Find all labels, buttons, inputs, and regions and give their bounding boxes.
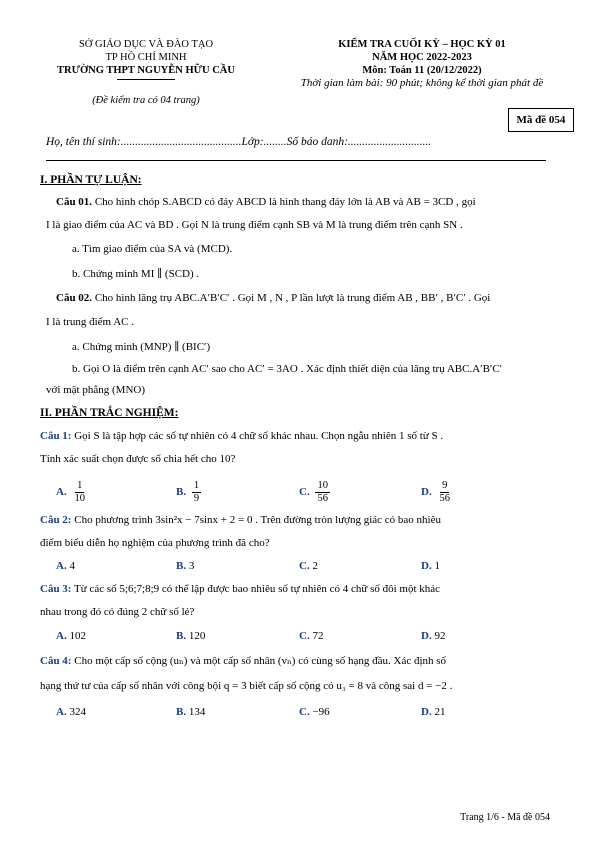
- department-name: SỞ GIÁO DỤC VÀ ĐÀO TẠO: [78, 39, 214, 50]
- mc-q4-option-a[interactable]: A. 324: [56, 706, 86, 718]
- mc-q1-option-b[interactable]: B. $\frac{1}{9}$: [176, 480, 200, 504]
- mc-q2-line-2: điểm biểu diễn họ nghiệm của phương trình đã cho?: [40, 537, 270, 549]
- mc-q3-line-2: nhau trong đó có đúng 2 chữ số lẻ?: [40, 606, 195, 618]
- mc-q4-option-b[interactable]: B. 134: [176, 706, 206, 718]
- duration: Thời gian làm bài: 90 phút; không kể thời gian phát đề: [300, 77, 544, 89]
- mc-q2-option-d[interactable]: D. 1: [421, 560, 440, 572]
- mc-q3-option-b[interactable]: B. 120: [176, 630, 206, 642]
- mc-q2-option-c[interactable]: C. 2: [299, 560, 318, 572]
- q02-part-a: a. Chứng minh (MNP) ∥ (BIC′): [72, 341, 211, 353]
- mc-q3-option-d[interactable]: D. 92: [421, 630, 446, 642]
- subject: Môn: Toán 11 (20/12/2022): [362, 65, 482, 76]
- fraction: $\frac{10}{56}$: [317, 480, 328, 504]
- school-year: NĂM HỌC 2022-2023: [372, 52, 472, 63]
- mc-q4-option-c[interactable]: C. −96: [299, 706, 330, 718]
- mc-q4-line-2: hạng thứ tư của cấp số nhân với công bội q = 3 biết cấp số cộng có u₃ = 8 và công sai d = −2 .: [40, 680, 453, 692]
- mc-q2-option-b[interactable]: B. 3: [176, 560, 195, 572]
- page-count-note: (Đề kiểm tra có 04 trang): [92, 95, 200, 106]
- q01-part-a: a. Tìm giao điểm của SA và (MCD).: [72, 243, 233, 255]
- mc-q1-line-1: Câu 1: Gọi S là tập hợp các số tự nhiên có 4 chữ số khác nhau. Chọn ngẫu nhiên 1 số từ S .: [40, 430, 444, 442]
- q01-part-b: b. Chứng minh MI ∥ (SCD) .: [72, 268, 200, 280]
- q01-line-2: I là giao điểm của AC và BD . Gọi N là trung điểm cạnh SB và M là trung điểm trên cạnh SN .: [46, 219, 463, 231]
- header-left: [40, 38, 252, 107]
- city-name: TP HỒ CHÍ MINH: [105, 52, 187, 63]
- section-2-title: II. PHẦN TRẮC NGHIỆM:: [40, 407, 179, 419]
- page-footer: Trang 1/6 - Mã đề 054: [460, 812, 550, 823]
- fraction: $\frac{9}{56}$: [439, 480, 450, 504]
- exam-title: KIỂM TRA CUỐI KỲ – HỌC KỲ 01: [338, 39, 506, 50]
- header-right: [262, 38, 582, 90]
- q02-line-1: Câu 02. Cho hình lăng trụ ABC.A′B′C′ . Gọi M , N , P lần lượt là trung điểm AB , BB′ , B′C′ . Gọi: [56, 292, 491, 304]
- mc-q4-option-d[interactable]: D. 21: [421, 706, 446, 718]
- q01-line-1: Câu 01. Cho hình chóp S.ABCD có đáy ABCD là hình thang đáy lớn là AB và AB = 3CD , gọi: [56, 196, 476, 208]
- divider: [46, 160, 546, 161]
- fraction: $\frac{1}{9}$: [193, 480, 200, 504]
- mc-q3-option-a[interactable]: A. 102: [56, 630, 86, 642]
- mc-q1-option-d[interactable]: D. $\frac{9}{56}$: [421, 480, 450, 504]
- mc-q3-option-c[interactable]: C. 72: [299, 630, 324, 642]
- fraction: $\frac{1}{10}$: [74, 480, 85, 504]
- q02-part-b-line-2: với mặt phẳng (MNO): [46, 384, 145, 396]
- mc-q2-line-1: Câu 2: Cho phương trình 3sin²x − 7sinx + 2 = 0 . Trên đường tròn lượng giác có bao nhiêu: [40, 514, 441, 526]
- mc-q1-option-a[interactable]: A. $\frac{1}{10}$: [56, 480, 85, 504]
- section-1-title: I. PHẦN TỰ LUẬN:: [40, 174, 142, 186]
- mc-q1-option-c[interactable]: C. $\frac{10}{56}$: [299, 480, 328, 504]
- mc-q2-option-a[interactable]: A. 4: [56, 560, 75, 572]
- mc-q4-line-1: Câu 4: Cho một cấp số cộng (uₙ) và một cấp số nhân (vₙ) có cùng số hạng đầu. Xác định số: [40, 655, 447, 667]
- school-name: TRƯỜNG THPT NGUYỄN HỮU CẦU: [57, 65, 235, 76]
- q02-part-b-line-1: b. Gọi O là điểm trên cạnh AC′ sao cho AC′ = 3AO . Xác định thiết diện của lăng trụ ABC.A′B′C′: [72, 363, 503, 375]
- mc-q1-line-2: Tính xác suất chọn được số chia hết cho 10?: [40, 453, 236, 465]
- exam-code-box: Mã đề 054: [508, 108, 574, 132]
- header-divider: [117, 79, 175, 80]
- mc-q3-line-1: Câu 3: Từ các số 5;6;7;8;9 có thể lập được bao nhiêu số tự nhiên có 4 chữ số đôi một khác: [40, 583, 441, 595]
- q02-line-2: I là trung điểm AC .: [46, 316, 134, 328]
- student-info-line: Họ, tên thí sinh:..........................................Lớp:........Số báo danh:.............................: [46, 136, 432, 148]
